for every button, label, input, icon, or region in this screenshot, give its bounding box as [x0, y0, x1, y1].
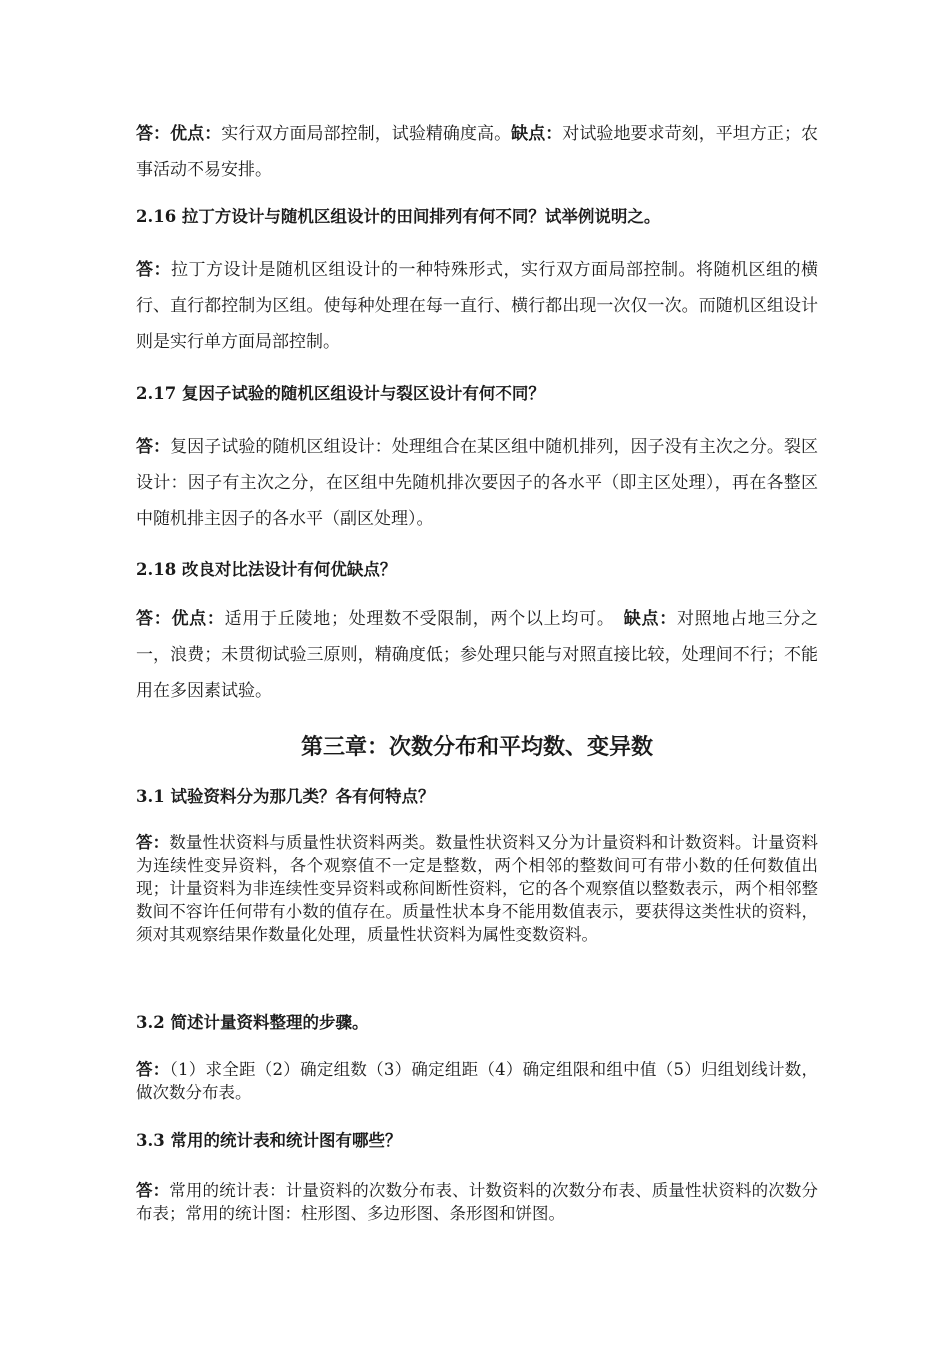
question-2-16: 2.16 拉丁方设计与随机区组设计的田间排列有何不同？试举例说明之。	[136, 207, 661, 226]
answer-text: （1）求全距（2）确定组数（3）确定组距（4）确定组限和组中值（5）归组划线计数，做次数分布表。	[136, 1060, 818, 1102]
con-text: 对照地占地三分之一，浪费；未贯彻试验三原则，精确度低；参处理只能与对照直接比较，处理间不行；不能用在多因素试验。	[136, 609, 819, 701]
answer-label: 答：	[136, 1060, 170, 1079]
answer-label: 答：	[136, 833, 170, 852]
con-label: 缺点：	[623, 609, 677, 629]
question-2-17: 2.17 复因子试验的随机区组设计与裂区设计有何不同？	[136, 384, 545, 403]
answer-label: 答：	[136, 124, 171, 144]
answer-2-15	[136, 116, 818, 188]
answer-3-2	[136, 1058, 818, 1104]
answer-text: 拉丁方设计是随机区组设计的一种特殊形式，实行双方面局部控制。将随机区组的横行、直行都控制为区组。使每种处理在每一直行、横行都出现一次仅一次。而随机区组设计则是实行单方面局部控制。	[136, 260, 818, 352]
answer-2-17	[136, 429, 818, 537]
answer-3-1	[136, 831, 818, 946]
pro-label: 优点：	[170, 124, 222, 144]
answer-text: 常用的统计表：计量资料的次数分布表、计数资料的次数分布表、质量性状资料的次数分布表；常用的统计图：柱形图、多边形图、条形图和饼图。	[136, 1181, 819, 1223]
question-3-1: 3.1 试验资料分为那几类？各有何特点？	[136, 787, 435, 806]
chapter-title: 第三章：次数分布和平均数、变异数	[300, 734, 653, 760]
con-text: 对试验地要求苛刻，平坦方正；农事活动不易安排。	[136, 124, 819, 180]
pro-text: 实行双方面局部控制，试验精确度高。	[221, 124, 512, 144]
answer-2-16	[136, 252, 818, 360]
question-3-3: 3.3 常用的统计表和统计图有哪些？	[136, 1131, 402, 1150]
answer-text: 复因子试验的随机区组设计：处理组合在某区组中随机排列，因子没有主次之分。裂区设计：因子有主次之分，在区组中先随机排次要因子的各水平（即主区处理），再在各整区中随机排主因子的各水平（副区处理）。	[136, 437, 819, 529]
answer-label: 答：	[136, 260, 171, 280]
answer-label: 答：	[136, 437, 171, 457]
pro-text: 适用于丘陵地；处理数不受限制，两个以上均可。	[224, 609, 607, 629]
con-label: 缺点：	[511, 124, 563, 144]
answer-label: 答：	[136, 609, 172, 629]
question-2-18: 2.18 改良对比法设计有何优缺点？	[136, 560, 397, 579]
answer-text: 数量性状资料与质量性状资料两类。数量性状资料又分为计量资料和计数资料。计量资料为连续性变异资料，各个观察值不一定是整数，两个相邻的整数间可有带小数的任何数值出现；计量资料为非连续性变异资料或称间断性资料，它的各个观察值以整数表示，两个相邻整数间不容许任何带有小数的值存在。质量性状本身不能用数值表示，要获得这类性状的资料，须对其观察结果作数量化处理，质量性状资料为属性变数资料。	[136, 833, 819, 944]
pro-label: 优点：	[171, 609, 225, 629]
answer-label: 答：	[136, 1181, 170, 1200]
answer-3-3	[136, 1179, 818, 1225]
question-3-2: 3.2 简述计量资料整理的步骤。	[136, 1013, 369, 1032]
answer-2-18	[136, 601, 818, 709]
